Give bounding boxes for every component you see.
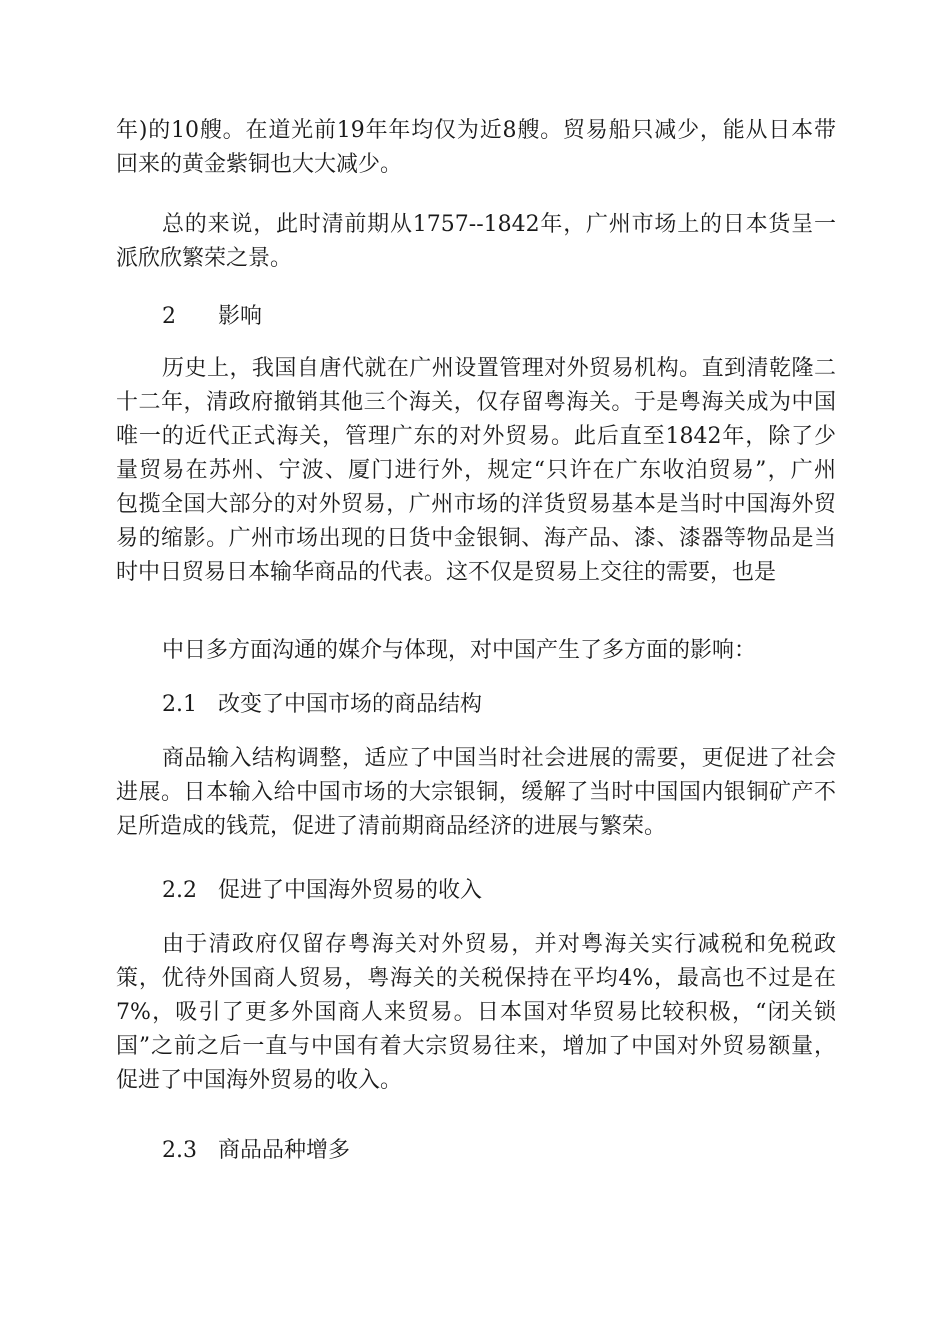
paragraph-line: 7%，吸引了更多外国商人来贸易。日本国对华贸易比较积极，“闭关锁: [116, 1000, 836, 1025]
paragraph-5: [116, 742, 836, 844]
paragraph-3: [116, 352, 836, 590]
paragraph-line: 国”之前之后一直与中国有着大宗贸易往来，增加了中国对外贸易额量，: [116, 1034, 836, 1059]
paragraph-line: 总的来说，此时清前期从1757--1842年，广州市场上的日本货呈一: [162, 212, 836, 237]
paragraph-line: 进展。日本输入给中国市场的大宗银铜，缓解了当时中国国内银铜矿产不: [116, 780, 836, 805]
paragraph-line: 唯一的近代正式海关，管理广东的对外贸易。此后直至1842年，除了少: [116, 424, 836, 449]
paragraph-line: 量贸易在苏州、宁波、厦门进行外，规定“只许在广东收泊贸易”，广州: [116, 458, 836, 483]
paragraph-2: [116, 208, 836, 276]
paragraph-4: [116, 634, 836, 668]
section-title: 改变了中国市场的商品结构: [218, 692, 483, 717]
paragraph-line: 策，优待外国商人贸易，粤海关的关税保持在平均4%，最高也不过是在: [116, 966, 836, 991]
section-heading-2-3: [162, 1134, 350, 1168]
section-title: 影响: [218, 304, 263, 329]
paragraph-line: 回来的黄金紫铜也大大减少。: [116, 152, 403, 177]
section-number: 2: [162, 304, 176, 329]
section-heading-2: [162, 300, 262, 334]
paragraph-line: 商品输入结构调整，适应了中国当时社会进展的需要，更促进了社会: [162, 746, 836, 771]
section-heading-2-2: [162, 874, 482, 908]
paragraph-line: 派欣欣繁荣之景。: [116, 246, 293, 271]
paragraph-line: 促进了中国海外贸易的收入。: [116, 1068, 403, 1093]
paragraph-line: 包揽全国大部分的对外贸易，广州市场的洋货贸易基本是当时中国海外贸: [116, 492, 836, 517]
section-number: 2.3: [162, 1138, 197, 1163]
paragraph-line: 十二年，清政府撤销其他三个海关，仅存留粤海关。于是粤海关成为中国: [116, 390, 836, 415]
section-number: 2.2: [162, 878, 197, 903]
paragraph-line: 足所造成的钱荒，促进了清前期商品经济的进展与繁荣。: [116, 814, 667, 839]
section-number: 2.1: [162, 692, 197, 717]
section-title: 促进了中国海外贸易的收入: [218, 878, 483, 903]
section-title: 商品品种增多: [218, 1138, 351, 1163]
paragraph-1: [116, 114, 836, 182]
section-heading-2-1: [162, 688, 482, 722]
paragraph-line: 年)的10艘。在道光前19年年均仅为近8艘。贸易船只减少，能从日本带: [116, 118, 836, 143]
paragraph-line: 易的缩影。广州市场出现的日货中金银铜、海产品、漆、漆器等物品是当: [116, 526, 836, 551]
paragraph-6: [116, 928, 836, 1098]
paragraph-line: 由于清政府仅留存粤海关对外贸易，并对粤海关实行减税和免税政: [162, 932, 836, 957]
paragraph-line: 时中日贸易日本输华商品的代表。这不仅是贸易上交往的需要，也是: [116, 560, 777, 585]
paragraph-line: 历史上，我国自唐代就在广州设置管理对外贸易机构。直到清乾隆二: [162, 356, 836, 381]
paragraph-line: 中日多方面沟通的媒介与体现，对中国产生了多方面的影响：: [162, 638, 757, 663]
